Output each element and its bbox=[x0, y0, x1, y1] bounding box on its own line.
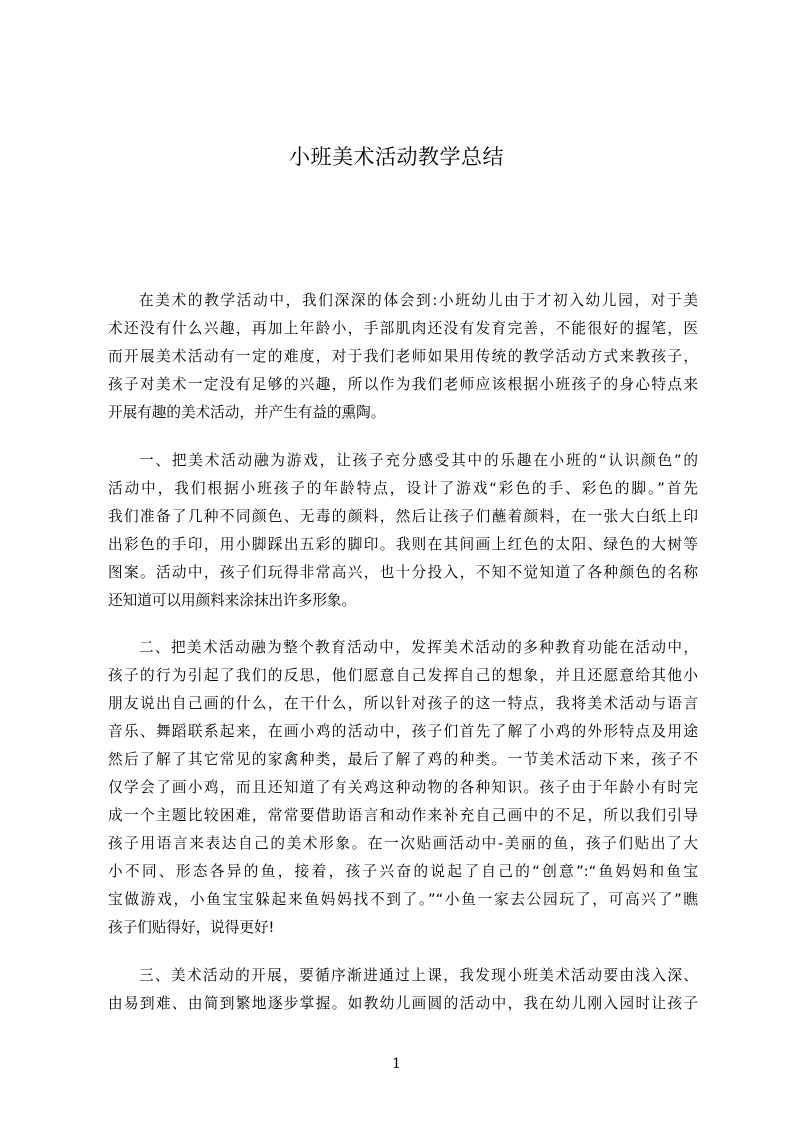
paragraph-2-line-4: 出彩色的手印，用小脚踩出五彩的脚印。我则在其间画上红色的太阳、绿色的大树等 bbox=[108, 536, 698, 553]
page-number: 1 bbox=[392, 1056, 401, 1072]
paragraph-3-line-11: 孩子们贴得好，说得更好! bbox=[108, 919, 275, 936]
paragraph-2-line-6: 还知道可以用颜料来涂抹出许多形象。 bbox=[108, 592, 357, 609]
paragraph-1-line-5: 开展有趣的美术活动，并产生有益的熏陶。 bbox=[108, 404, 386, 421]
paragraph-2-line-3: 我们准备了几种不同颜色、无毒的颜料，然后让孩子们蘸着颜料，在一张大白纸上印 bbox=[108, 508, 698, 525]
paragraph-3-line-7: 成一个主题比较困难，常常要借助语言和动作来补充自己画中的不足，所以我们引导 bbox=[108, 807, 698, 824]
paragraph-1-line-3: 而开展美术活动有一定的难度，对于我们老师如果用传统的教学活动方式来教孩子， bbox=[108, 348, 698, 365]
paragraph-1-line-4: 孩子对美术一定没有足够的兴趣，所以作为我们老师应该根据小班孩子的身心特点来 bbox=[108, 376, 698, 393]
paragraph-3-line-5: 然后了解了其它常见的家禽种类，最后了解了鸡的种类。一节美术活动下来，孩子不 bbox=[108, 751, 698, 768]
paragraph-3-line-1: 二、把美术活动融为整个教育活动中，发挥美术活动的多种教育功能在活动中， bbox=[139, 639, 698, 656]
paragraph-3-line-3: 朋友说出自己画的什么，在干什么，所以针对孩子的这一特点，我将美术活动与语言 bbox=[108, 695, 698, 712]
paragraph-4-line-1: 三、美术活动的开展，要循序渐进通过上课，我发现小班美术活动要由浅入深、 bbox=[139, 967, 698, 984]
paragraph-3-line-4: 音乐、舞蹈联系起来，在画小鸡的活动中，孩子们首先了解了小鸡的外形特点及用途 bbox=[108, 723, 698, 740]
paragraph-3-line-9: 小不同、形态各异的鱼，接着，孩子兴奋的说起了自己的“创意”:“鱼妈妈和鱼宝 bbox=[108, 863, 698, 880]
paragraph-3-line-2: 孩子的行为引起了我们的反思，他们愿意自己发挥自己的想象，并且还愿意给其他小 bbox=[108, 667, 698, 684]
paragraph-1-line-1: 在美术的教学活动中，我们深深的体会到:小班幼儿由于才初入幼儿园，对于美 bbox=[139, 292, 698, 309]
paragraph-2-line-2: 活动中，我们根据小班孩子的年龄特点，设计了游戏“彩色的手、彩色的脚。”首先 bbox=[108, 480, 698, 497]
document-title: 小班美术活动教学总结 bbox=[289, 145, 504, 169]
paragraph-1-line-2: 术还没有什么兴趣，再加上年龄小，手部肌肉还没有发育完善，不能很好的握笔，医 bbox=[108, 320, 698, 337]
paragraph-3-line-10: 宝做游戏，小鱼宝宝躲起来鱼妈妈找不到了。”“小鱼一家去公园玩了，可高兴了”瞧 bbox=[108, 891, 698, 908]
paragraph-3-line-8: 孩子用语言来表达自己的美术形象。在一次贴画活动中-美丽的鱼，孩子们贴出了大 bbox=[108, 835, 698, 852]
paragraph-3-line-6: 仅学会了画小鸡，而且还知道了有关鸡这种动物的各种知识。孩子由于年龄小有时完 bbox=[108, 779, 698, 796]
paragraph-4-line-2: 由易到难、由简到繁地逐步掌握。如教幼儿画圆的活动中，我在幼儿刚入园时让孩子 bbox=[108, 995, 698, 1012]
paragraph-2-line-5: 图案。活动中，孩子们玩得非常高兴，也十分投入，不知不觉知道了各种颜色的名称 bbox=[108, 564, 698, 581]
paragraph-2-line-1: 一、把美术活动融为游戏，让孩子充分感受其中的乐趣在小班的“认识颜色”的 bbox=[139, 452, 698, 469]
